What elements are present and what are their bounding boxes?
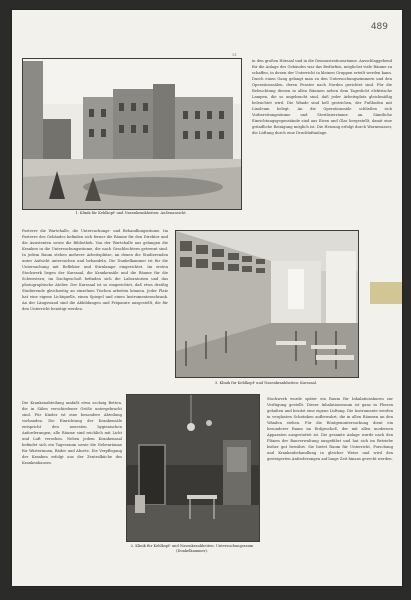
text-column-top-right — [252, 58, 392, 208]
text-column-bottom-right — [267, 396, 393, 566]
photo-dark-room — [126, 394, 260, 542]
paragraph: Parterre die Wartehalle, die Untersuchungs- und Behandlungsräume. Im Parterre des Gebäudes befinden sich ferner die Räume für den Direktor und die Assistenten sowie die Bibliothek. Von der Wartehalle aus gelangen die Kranken in die Untersuchungsräume, die nach Geschlechtern getrennt sind. In jedem Raum stehen mehrere Arbeitsplätze, an denen die Studierenden unter Aufsicht untersuchen und behandeln. Die Dunkelkammer ist für die Untersuchung mit Reflektor und Stirnlampe eingerichtet. Im ersten Stockwerk liegen der Kurssaal, die Krankensäle und die Räume für die Schwestern; im Dachgeschoß befinden sich die Laboratorien und das photographische Atelier. Der Kurssaal ist so eingerichtet, daß etwa dreißig Studierende gleichzeitig an einzelnen Tischen arbeiten können. Jeder Platz hat eine eigene Lichtquelle, einen Spiegel und einen Instrumentenschrank. An der Längswand sind die Abbildungen und Präparate ausgestellt, die für den Unterricht benötigt werden. — [22, 229, 168, 311]
paragraph: Die Krankenabteilung umfaßt etwa sechzig Betten, die in Sälen verschiedener Größe untergebracht sind. Für Kinder ist eine besondere Abteilung vorhanden. Die Einrichtung der Krankensäle entspricht den neuesten hygienischen Anforderungen; alle Räume sind reichlich mit Licht und Luft versehen. Neben jedem Krankensaal befindet sich ein Tagesraum sowie die Nebenräume für Wärterinnen, Bäder und Aborte. Die Verpflegung der Kranken erfolgt aus der Zentralküche des Krankenhauses. — [22, 401, 122, 465]
page-number: 31 — [232, 52, 238, 57]
tape-strip — [370, 282, 402, 304]
handwritten-page-number: 489 — [370, 22, 388, 32]
photo-course-room — [175, 230, 359, 378]
caption-fig3: 2. Klinik für Kehlkopf- und Nasenkrankheiten: Untersuchungsraum (Dunkelkammer). — [130, 544, 254, 553]
document-page — [12, 10, 402, 586]
caption-fig2: 3. Klinik für Kehlkopf- und Nasenkrankheiten: Kurssaal. — [214, 381, 318, 385]
text-column-bottom-left — [22, 400, 122, 560]
photo-exterior — [22, 58, 242, 210]
text-column-middle-left — [22, 228, 168, 396]
paragraph: in den großen Hörsaal und in die Demonstrationsräume. Ausschlaggebend für die Anlage des Gebäudes war das Bedürfnis, möglichst viele Räume zu schaffen, in denen der Unterricht in kleinen Gruppen erteilt werden kann. Durch einen Gang gelangt man zu den Untersuchungszimmern und den Operationssälen, deren Fenster nach Norden gerichtet sind. Für die Beleuchtung dienen in allen Räumen neben dem Tageslicht elektrische Lampen, die so angebracht sind, daß jeder Arbeitsplatz gleichmäßig beleuchtet wird. Die Wände sind hell gestrichen, der Fußboden mit Linoleum belegt. An die Operationssäle schließen sich Vorbereitungsräume und Sterilisierräume an. Sämtliche Einrichtungsgegenstände sind aus Eisen und Glas hergestellt, damit eine gründliche Reinigung möglich ist. Die Heizung erfolgt durch Warmwasser, die Lüftung durch eine Druckluftanlage. — [252, 59, 392, 135]
caption-fig1: 1. Klinik für Kehlkopf- und Nasenkrankheiten: Außenansicht. — [75, 211, 187, 215]
paragraph: Stockwerk wurde später ein Raum für Inhalationskuren zur Verfügung gestellt. Dieser Inhalationsraum ist ganz in Fliesen gehalten und besitzt eine eigene Lüftung. Die Instrumente werden in verglasten Schränken aufbewahrt, die in allen Räumen an den Wänden stehen. Für die Röntgenuntersuchung dient ein besonderer Raum im Erdgeschoß, der mit allen modernen Apparaten ausgestattet ist. Die gesamte Anlage wurde nach den Plänen der Bauverwaltung ausgeführt und hat sich im Betriebe bisher gut bewährt. Sie bietet Raum für Unterricht, Forschung und Krankenbehandlung in gleicher Weise und wird den gesteigerten Anforderungen auf lange Zeit hinaus gerecht werden. — [267, 397, 393, 461]
